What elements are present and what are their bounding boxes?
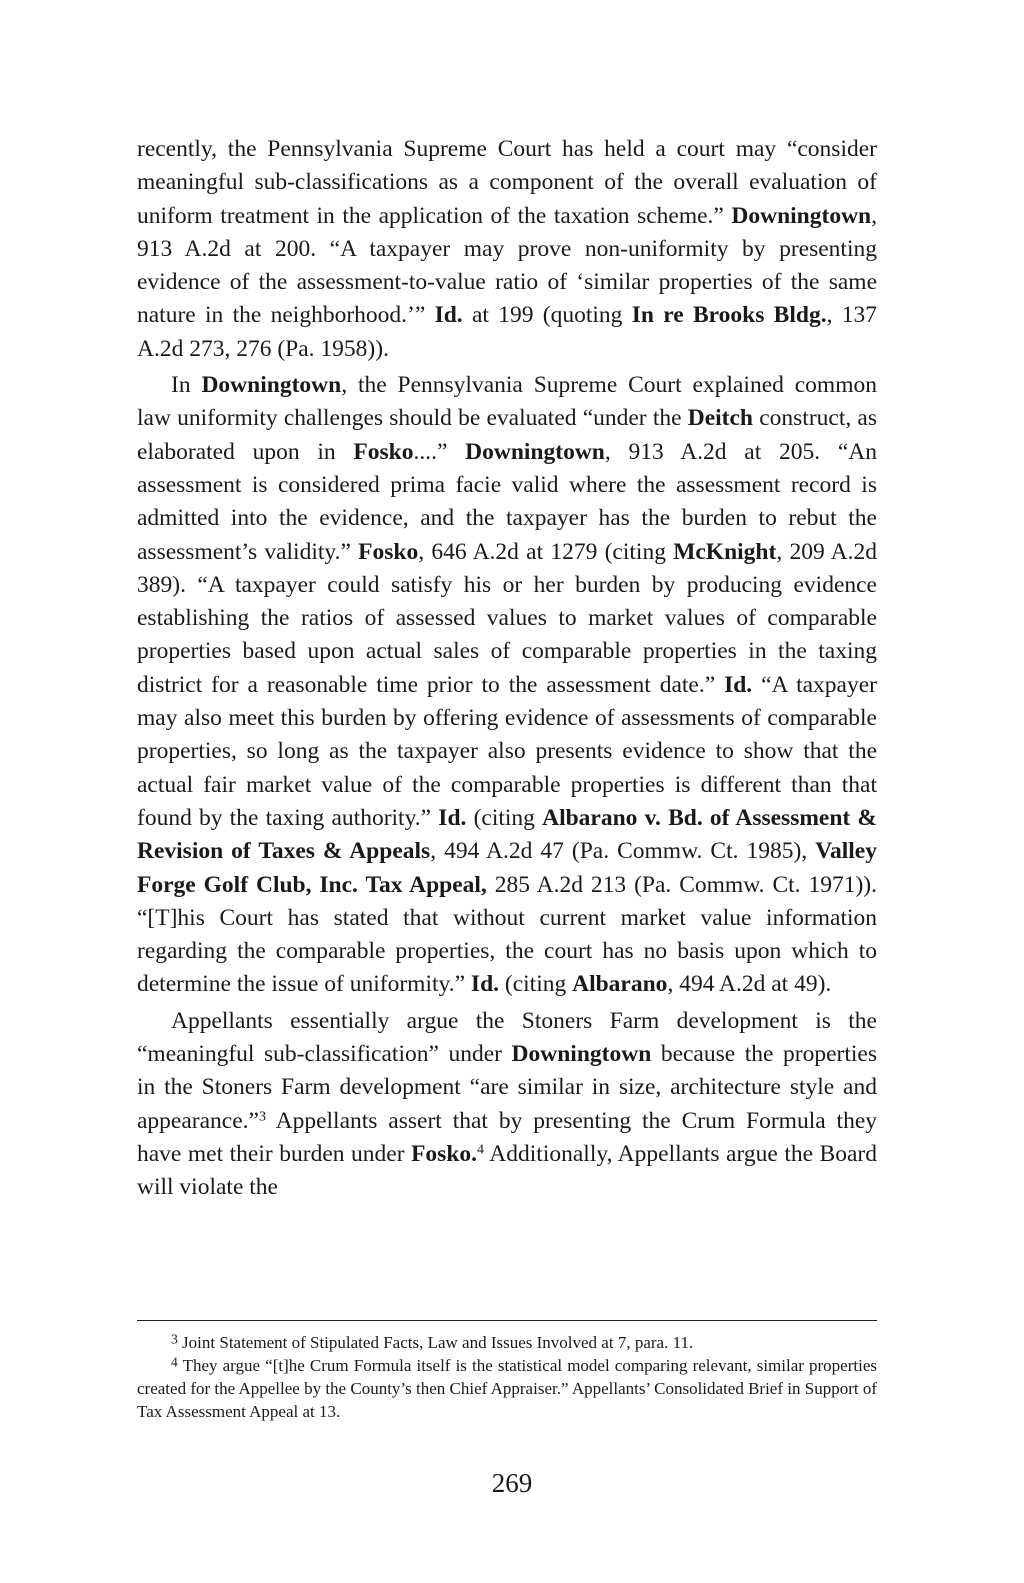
footnote-mark: 3 xyxy=(171,1331,178,1347)
page-number: 269 xyxy=(491,1468,533,1498)
case-citation: Downingtown xyxy=(201,372,342,399)
footnote-ref-3[interactable]: 3 xyxy=(258,1107,267,1124)
paragraph-1: recently, the Pennsylvania Supreme Court has held a court may “consider meaningful sub-classifications as a component of the overall evaluation of uniform treatment in the application of the taxation scheme.” Downingtown, 913 A.2d at 200. “A taxpayer may prove non-uniformity by presenting evidence of the assessment-to-value ratio of ‘similar properties of the same nature in the neighborhood.’” Id. at 199 (quoting In re Brooks Bldg., 137 A.2d 273, 276 (Pa. 1958)). xyxy=(137,136,878,362)
footnote-3: $^3$ Joint Statement of Stipulated Facts, Law and Issues Involved at 7, para. 11. xyxy=(171,1331,694,1352)
case-citation: Deitch xyxy=(687,405,754,432)
paragraph-3: Appellants essentially argue the Stoners Farm development is the “meaningful sub-classification” under Downingtown because the properties in the Stoners Farm development “are similar in size, architecture style and appearance.”$^3$ Appellants assert that by presenting the Crum Formula they have met their burden under Fosko.$^4$ Additionally, Appellants argue the Board will violate the xyxy=(137,1007,877,1201)
footnote-divider xyxy=(137,1320,877,1321)
case-citation: Fosko xyxy=(353,438,414,465)
case-citation: McKnight xyxy=(673,538,777,565)
case-citation: Id. xyxy=(438,804,467,831)
paragraph-2: In Downingtown, the Pennsylvania Supreme Court explained common law uniformity challenges should be evaluated “under the Deitch construct, as elaborated upon in Fosko....” Downingtown, 913 A.2d at 205. “An assessment is considered prima facie valid where the assessment record is admitted into the evidence, and the taxpayer has the burden to rebut the assessment’s validity.” Fosko, 646 A.2d at 1279 (citing McKnight, 209 A.2d 389). “A taxpayer could satisfy his or her burden by producing evidence establishing the ratios of assessed values to market values of comparable properties based upon actual sales of comparable properties in the taxing district for a reasonable time prior to the assessment date.” Id. “A taxpayer may also meet this burden by offering evidence of assessments of comparable properties, so long as the taxpayer also presents evidence to show that the actual fair market value of the comparable properties is different than that found by the taxing authority.” Id. (citing Albarano v. Bd. of Assessment & Revision of Taxes & Appeals, 494 A.2d 47 (Pa. Commw. Ct. 1985), Valley Forge Golf Club, Inc. Tax Appeal, 285 A.2d 213 (Pa. Commw. Ct. 1971)). “[T]his Court has stated that without current market value information regarding the comparable properties, the court has no basis upon which to determine the issue of uniformity.” Id. (citing Albarano, 494 A.2d at 49). xyxy=(137,372,878,998)
footnote-ref-4[interactable]: 4 xyxy=(477,1141,485,1158)
case-citation: Id. xyxy=(434,302,463,329)
case-citation: Id. xyxy=(724,671,753,698)
case-citation: In re Brooks Bldg. xyxy=(631,302,827,329)
case-citation: Albarano v. Bd. of Assessment & Revision of Taxes & Appeals xyxy=(137,804,877,865)
footnote-4: $^4$ They argue “[t]he Crum Formula itself is the statistical model comparing relevant, similar properties created for the Appellee by the County’s then Chief Appraiser.” Appellants’ Consolidated Brief in Support of Tax Assessment Appeal at 13. xyxy=(137,1354,877,1421)
case-citation: Downingtown xyxy=(511,1041,652,1068)
footnote-mark: 4 xyxy=(171,1354,178,1370)
case-citation: Downingtown xyxy=(465,438,605,465)
case-citation: Albarano xyxy=(572,971,668,998)
footnotes xyxy=(137,1331,877,1423)
case-citation: Valley Forge Golf Club, Inc. Tax Appeal, xyxy=(137,838,877,898)
case-citation: Id. xyxy=(470,971,500,998)
case-citation: Downingtown xyxy=(731,202,872,229)
case-citation: Fosko. xyxy=(411,1140,478,1167)
page-body xyxy=(137,133,877,1205)
case-citation: Fosko xyxy=(358,538,419,565)
